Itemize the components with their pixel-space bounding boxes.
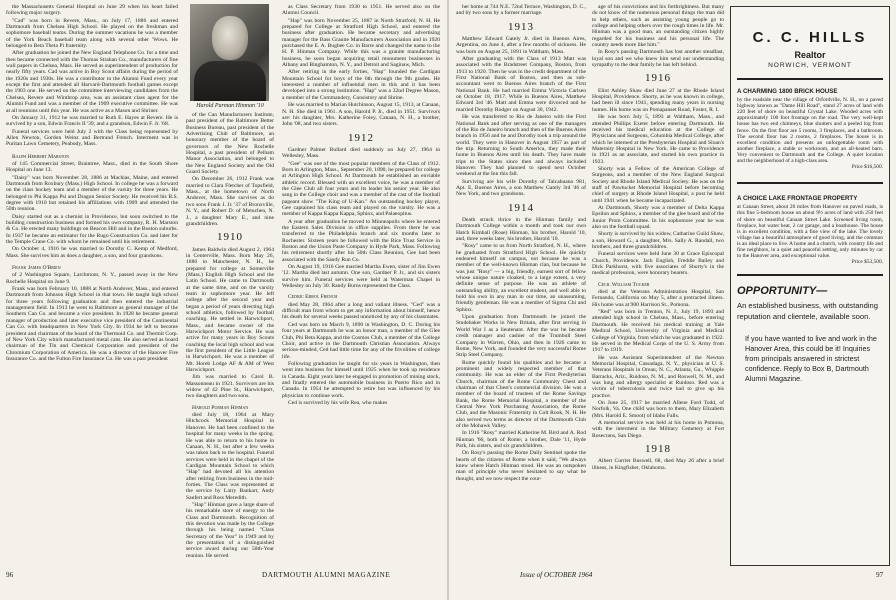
paragraph: died May 28, 1964 after a long and valiant illness. "Ced" was a difficult man from whom to get any information about himself, hence his death for several weeks passed unnoticed by any of his classmates. [282, 301, 440, 321]
obituary-name: Cecil William Tucker [598, 281, 650, 288]
paragraph: "Hap" Hinman gave a large share of his remarkable store of energy to the Class and Dartmouth. Recognition of this devotion was made by the College through his being named "Class Secretary of the Year" in 1949 and by the presentation of a distinguished service award during our 50th-Year reunion. He served [186, 501, 274, 559]
paragraph: On August 19, 1916 Gee married Martha Ewen, sister of Jim Ewen '12. Martha died last autumn. One son, Gardner P. Jr., and six sisters survive him. Funeral services were held at Waterman Chapel in Wellesley on July 30. Randy Burns represented the Class. [282, 264, 440, 290]
paragraph: After graduating with the Class of 1913 Matt was associated with the Bradstreet Company, Boston, from 1913 to 1920. Then he was in the credit department of the First National Bank of Boston, and then as sub-accountant went to Buenos Aires branch of the First National Bank. He had married Emma Victoria Carlsen on October 18, 1917. While in Buenos Aires, Matthew Edward 3rd '46. Matt and Emma were divorced and he married Dorothy Rodger on August 30, 1942. [456, 56, 586, 113]
page-number-right: 97 [876, 571, 884, 579]
divider [737, 182, 883, 184]
paragraph: "Cad" was born in Revere, Mass., on July 17, 1886 and entered Dartmouth from Chelsea High School. He played on the freshman and sophomore baseball teams. During the summer vacations he was a member of the York Beach baseball team along with several other 'Wows. He belonged to Beta Theta Pi fraternity. [6, 17, 178, 50]
right-column-1 [456, 4, 586, 566]
paragraph: died at the Veterans Administration Hospital, San Fernando, California on May 5, after a protracted illness. His home was at 900 Harrison St., Pomona. [592, 289, 724, 308]
paragraph: of the Can Manufacturers Institute, past president of the Baltimore Better Business Bureau, past president of the Advertising Club of Baltimore, an honorary member of the board of governors of the New Rochelle Hospital, a past president of Pelham Manor Association, and belonged to the New England Society and the Old Guard Society. [186, 112, 274, 176]
class-year-heading: 1918 [645, 443, 671, 455]
reply-invitation: If you have wanted to live and work in the Hanover Area, this could be it! Inquiries from principals answered in strictest confidence. Reply to Box B, Dartmouth Alumni Magazine. [745, 334, 877, 384]
obituary-name: Ralph Herbert Marston [12, 153, 70, 160]
paragraph: Surviving are his wife Dorothy of Talcahuano 981, Apt. E, Buenos Aires, a son Matthew Gately 3rd '46 of New York, and two grandsons. [456, 178, 586, 198]
class-year-heading: 1910 [217, 231, 243, 244]
paragraph: "Gee" was one of the most popular members of the Class of 1912. Born in Arlington, Mass., September 20, 1890, he prepared for college at Arlington High School. At Dartmouth he established an enviable athletic record. Blessed with an excellent voice, he was a member of the Glee Club all four years and its leader his senior year. He also sang in the College choir and was a member of the cast of the football pageant show "The King of U-Kan." An outstanding hockey player, Gee captained his class team and played on the varsity. He was a member of Kappa Kappa Kappa, Sphinx, and Palaeopitus. [282, 160, 440, 218]
paragraph: the Massachusetts General Hospital on June 29 when his heart failed following major surgery. [6, 4, 178, 17]
paragraph: A memorial service was held at his home in Pomona, with the interment in the Military Cemetery at Fort Rosecrans, San Diego. [592, 419, 724, 439]
paragraph: Ced is survived by his wife Rea, who makes [288, 399, 388, 406]
left-column-1 [6, 4, 178, 566]
paragraph: He was born July 5, 1893 at Waltham, Mass., and attended Phillips Exeter before entering Dartmouth. He received his medical education at the College of Physicians and Surgeons, Columbia Medical College, after which he interned at the Presbyterian Hospital and Sloan's Maternity Hospital in New York. He came to Providence in 1921 as an associate, and started his own practice in 1923. [592, 114, 724, 165]
divider [737, 274, 883, 276]
paragraph: Matthew Edward Gately Jr. died in Buenos Aires, Argentina, on June 4, after a few months of sickness. He was born on August 25, 1891 in Waltham, Mass. [456, 36, 586, 55]
paragraph: Death struck thrice in the Hinman family and Dartmouth College within a month and took our own Hatch Kimball (Rose) Hinman, his brother, Harold '10, and, three weeks later, his brother, Harold '10. [456, 216, 586, 242]
realtor-name: C. C. HILLS [752, 29, 868, 46]
page-gutter [447, 0, 449, 600]
listing-body: by the roadside near the village of Orfordville, N. H., on a paved highway known as "Dame Hill Road", stand 27 acres of land with 220 feet of shore on beautiful Crystal Lake. Wooded acres with approximately 100 foot frontage on the road. The very well-kept house has two end chimneys, blue shutters and a peeled log front fence. On the first floor are 5 rooms, 3 fireplaces, and a bathroom. The second floor has 2 rooms, 2 fireplaces. The house is in excellent condition and presents an unforgettable room with another fireplace, a stable or workroom, and an all-heated barn. Very convenient to Dartmouth and the College. A quiet location and the neighborhood of a high-class area. [737, 97, 883, 165]
paragraph: of 2 Washington Square, Larchmont, N. Y., passed away in the New Rochelle Hospital on June 9. [6, 272, 178, 285]
left-column-2 [186, 112, 274, 568]
obituary-name: Frank James O'Brien [12, 265, 61, 272]
portrait-photo [190, 4, 269, 101]
paragraph: her home at 744 N.E. 72nd Terrace, Washington, D. C., and by two sons by a former marriage. [456, 4, 586, 17]
listing-brick-house [731, 89, 889, 170]
paragraph: Upon graduation from Dartmouth he joined the Studebaker Works in New Britain, after first serving in World War I as a lieutenant. After the war he became credit manager and cashier of the Trumbull Steel Company in Warren, Ohio, and then in 1926 came to Rome, New York, and founded the very successful Rome Strip Steel Company. [456, 314, 586, 359]
class-year-heading: 1912 [348, 131, 374, 144]
paragraph: After graduation he joined the New England Telephone Co. for a time and then became connected with the Thomas Strahan Co., manufacturers of fine wall papers in Chelsea, Mass. He served as superintendent of production for nearly fifty years. Cad was active in Boy Scout affairs during the period of the 1920s and 1930s. He was a contributor to the Alumni Fund every year except the first and attended all Harvard-Dartmouth football games except the 1903 one. He served on the committee interviewing candidates from the Chelsea, Revere and Winthrop area, was an assistant class agent for the Alumni Fund and was a member of the 1909 executive committee. He was at all reunions until this year. He was active as a Mason and Shriner. [6, 50, 178, 114]
paragraph: Funeral services were held June 30 at Grace Episcopal Church, Providence. Jack English, Freddie Bailey and Dick Parkhurst, with five associates of Shorty's in the medical profession, were honorary bearers. [592, 251, 724, 277]
paragraph: died July 18, 1964 at Mary Hitchcock Memorial Hospital in Hanover. He had been confined to the hospital for many weeks in the spring. He was able to return to his home in Canaan, N. H., but after a few weeks was taken back to the hospital. Funeral services were held in the chapel of the Cardigan Mountain School to which "Hap" had devoted all his attention after retiring from business in the mid-forties. The Class was represented at the service by Larry Bankart, Andy Saufert and Ross Meredith. [186, 412, 274, 501]
paragraph: A year after graduation he moved to Minneapolis where he entered the Eastern Sales Division in office supplies. From there he was transferred to the Philadelphia branch and six months later to Rochester. Sixteen years he followed with the Rice Trust Service in Boston and the Union Paste Company in Hyde Park, Mass. Following his retirement shortly after his 50th Class Reunion, Gee had been associated with the Sandy Run Co. [282, 218, 440, 263]
paragraph: Albert Currier Buswell, 68, died May 26 after a brief illness, in Kingfisher, Oklahoma. [592, 458, 724, 471]
paragraph: He was married to Marian Hutchinson, August 15, 1913, at Canaan, N. H. She died in 1961. A son, Harold P. Jr., died in 1951. Survivors are: his daughter, Mrs. Katherine Foley, Canaan, N. H., a brother, John '08, and two sisters. [282, 102, 440, 128]
left-column-3 [282, 4, 440, 566]
paragraph: He was Assistant Superintendent of the Newton Memorial Hospital, Cassadaga, N. Y., physician at U. S. Veterans Hospitals in Orean, N. C., Atlanta, Ga., Whipple Barracks, Ariz., Ruidoso, N. M., and Roswell, N. M., and was lung and allergy specialist at Ruidoso. Red was a victim of tuberculosis and twice had to give up his practice. [592, 354, 724, 399]
realtor-title: Realtor [794, 50, 826, 60]
opportunity-heading: OPPORTUNITY— [737, 285, 828, 298]
paragraph: On October 4, 1916 he was married to Dorothy C. Kemp of Medford, Mass. She survives him as does a daughter, a son, and four grandsons. [6, 246, 178, 259]
divider [737, 78, 883, 80]
paragraph: He was transferred to Rio de Janeiro with the First National Bank and after serving as one of the managers of the Rio de Janeiro branch and then of the Buenos Aires branch in 1956 and he and Dorothy took a trip around the world. They were in Hanover in August 1957 as part of the trip. Returning to South America, they made their home in Buenos Aires until his death. They have made trips to the States since then and always included Hanover. They had planned to spend next October weekend at the Inn this fall. [456, 114, 586, 178]
paragraph: Jim was married to Carol B. Massonneau in 1921. Survivors are his widow of 42 Pine St., Harwichport, two daughters and two sons. [186, 374, 274, 400]
paragraph: "Daisy" was born November 28, 1886 at Machias, Maine, and entered Dartmouth from Roxbury (Mass.) High School. In college he was a forward on the class hockey team and a member of the varsity for three years. He belonged to Phi Kappa Psi and Dragon Senior Society. He received his B.S. degree with 1910 but retained his affiliations with 1909 and attended the 50th reunion. [6, 174, 178, 213]
listing-price: Price $16,500. [851, 164, 883, 171]
paragraph: Rome quickly found his qualities and he became a prominent and widely respected member of that community. He was an elder of the First Presbyterian Church, chairman of the Rome Community Chest and chairman of that Chest's commercial division. He was a member of the board of trustees of the Rome Savings Bank, the Rome Memorial Hospital, a member of the Central New York Purchasing Association, the Rome Club, and the Masonic Fraternity in Colt Rook, N. H. He also served two terms as director of the Dartmouth Club of the Mohawk Valley. [456, 359, 586, 429]
paragraph: Ced was born on March 9, 1890 in Washington, D. C. During his four years at Dartmouth he was an honor man, a member of the Glee Club, Phi Beta Kappa, and the Cosmos Club, a member of the College Choir, and active in the Dartmouth Christian Association. Always serious-minded, Ced had little time for any of the frivolities of college life. [282, 321, 440, 360]
obituary-name: Cedric Errol French [288, 294, 338, 301]
paragraph: Shorty was a Fellow of the American College of Surgeons, and a member of the New England Surgical Society and Rhode Island Medical Society. He was on the staff of Pawtucket Memorial Hospital before becoming chief of surgery at Rhode Island Hospital, a post he held until 1941 when he became incapacitated. [592, 165, 724, 204]
paragraph: In 1916 "Rosy" married Katherine M. Bird and A. Rod Hinman '66, both of Rome; a brother, Dale '11, Hyde Park, his sisters, and six grandchildren. [456, 430, 586, 449]
paragraph: At Dartmouth, Shorty was a member of Delta Kappa Epsilon and Sphinx, a member of the glee board and of the Junior Prom Committee. In his sophomore year he was also on the football squad. [592, 204, 724, 230]
obituary-name: Harold Purman Hinman [192, 404, 249, 411]
portrait-suit [194, 61, 266, 101]
listing-body: at Canaan Street, about 20 miles from Hanover on paved roads, is this fine 5-bedroom house on about 9½ acres of land with 250 feet of shore on beautiful Canaan Street Lake. Screened living room, fireplace, hot water heat, 2 car garage, and a boathouse. The house is in excellent condition, with a fine view of the lake. The lovely village has a beautiful atmosphere of good living, and the common is an ideal place to live. A home and a church, with country life and fine neighbors, in a quiet and peaceful setting, only minutes by car to the Hanover area, and exceptional value. [737, 204, 883, 260]
paragraph: as Class Secretary from 1930 to 1951. He served also on the Alumni Council. [282, 4, 440, 17]
listing-heading: A CHOICE LAKE FRONTAGE PROPERTY [737, 195, 858, 203]
paragraph: On Rosy's passing the Rome Daily Sentinel spoke the hearts of the citizens of Rome when it said, "We always knew where Hatch Hinman stood. He was an outspoken man of principle who never hesitated to say what he thought, and we now respect the cour- [456, 450, 586, 482]
paragraph: Gardner Palmer Bullard died suddenly on July 27, 1964 in Wellesley, Mass. [282, 146, 440, 160]
paragraph: In Rosy's passing Dartmouth has lost another steadfast, loyal son and we who knew him send our understanding sympathy to the dear family he has left behind. [592, 49, 724, 69]
issue-label: Issue of OCTOBER 1964 [520, 571, 593, 579]
paragraph: of 145 Commercial Street, Braintree, Mass., died in the South Shore Hospital on June 13. [6, 160, 178, 174]
photo-caption: Harold Purman Hinman '10 [196, 103, 264, 109]
realtor-town: NORWICH, VERMONT [768, 62, 852, 69]
paragraph: James Baldwin died August 2, 1964 in Centerville, Mass. Born May 26, 1886 in Manchester, N. H., he prepared for college at Somerville (Mass.) English High School and the Latin School. He came to Dartmouth at the same time, and on the varsity team in sophomore year. He left college after the second year and began a period of years directing high school athletics, followed by football coaching. He settled in Harwichport, Mass., and became owner of the Harwichport Motor Service. He was active for many years in Boy Scouts coaching the local high school and was the first president of the Little League in Harwichport. He was a member of Mt. Horeb Lodge AF & AM of West Harwichport. [186, 246, 274, 374]
paragraph: Shorty is survived by his widow, Catharine Guild Shaw, a son, Howard G., a daughter, Mrs. Sally A. Randall, two brothers, and three grandchildren. [592, 231, 724, 251]
listing-heading: A CHARMING 1800 BRICK HOUSE [737, 88, 838, 95]
listing-lake-property [731, 196, 889, 265]
opportunity-text: An established business, with outstanding reputation and clientele, available soon. [737, 301, 878, 321]
paragraph: "Red" was born in Trenton, N. J., July 19, 1893 and attended high school in Chelsea, Mass., before entering Dartmouth. He received his medical training at Yale Medical School, University of Virginia and Medical College of Virginia, from which he was graduated in 1922. He served in the Medical Corps of the U. S. Army from 1917 to 1919. [592, 309, 724, 354]
listing-price: Price $53,500. [851, 259, 883, 266]
class-year-heading: 1913 [508, 20, 534, 33]
magazine-title: DARTMOUTH ALUMNI MAGAZINE [262, 571, 391, 579]
right-column-2 [592, 4, 724, 566]
class-year-heading: 1914 [508, 201, 534, 214]
paragraph: Eliot Ashley Shaw died June 27 at the Rhode Island Hospital, Providence. Shorty, as he was known in college, had been ill since 1941, spending many years in nursing homes. His home was on Pomapanset Road, Foster, R. I. [592, 87, 724, 113]
portrait-head [212, 16, 248, 60]
paragraph: Daisy started out as a chemist in Providence, but soon switched to the building construction business and formed his own company, R. H. Marston & Co. He erected many buildings on Beacon Hill and in the Boston suburbs. In 1937 he became an estimator for the Rugo Construction Co. and later for the Temple Crane Co. with whom he remained until his retirement. [6, 213, 178, 246]
realtor-advertisement [730, 6, 890, 566]
paragraph: "Hap" was born November 25, 1887 in North Stratford, N. H. He prepared for College at Stratford High School, and entered the business after graduation. He became secretary and advertising manager for the Bass Granite Manufacturers Association and in 1920 purchased the E. A. Bugbee Co. in Barre and changed the name to the H. P. Hinman Company. While this was a granite manufacturing business, he soon began acquiring retail monument businesses in Albany and Binghamton, N. Y., and Detroit and Saginaw, Mich. [282, 17, 440, 69]
paragraph: age of his convictions and his forthrightness. But many do not know of the numerous personal things the man did to help others, such as assisting young people go to college and helping others over the rough times in life. Mr. Hinman was a good man, an outstanding citizen highly regarded for his business and his personal life. The country needs more like him." [592, 4, 724, 49]
class-year-heading: 1916 [645, 72, 671, 85]
paragraph: Frank was born February 10, 1888 at North Andover, Mass., and entered Dartmouth from Johnson High School in that town. He taught high school for three years following graduation and then entered the industrial management field. In 1913 he went to Baltimore as general manager of the Southern Can Co. and became a vice president. In 1928 he became general manager of production and later executive vice president of the Continental Can Co. with headquarters in New York City. In 1934 he left to become president and chairman of the board of the Thermoid Co. and Thermit Corp. of New York City which manufactured metal cans. He also served as board chairman of the Tin and Chemical Corporation and president of the Chromium Corporation of America. He was a director of the Hanover Fire Insurance Co. and the Fulton Fire Insurance Co. He was a past president [6, 286, 178, 362]
paragraph: "Rosy" came to us from North Stratford, N. H., where he graduated from Stratford High School. He quickly endeared himself on campus, not because he was a member of the well-known Hinman clan, but because he was just "Rosy" — a big, friendly, earnest sort of fellow whose unique nature cloaked, to a large extent, a very definite sense of purpose. He was an athlete of outstanding ability, an excellent student, and well able to hold his own in any man in our time, an unassuming, friendly gentleman. He was a member of Sigma Chi and Sphinx. [456, 243, 586, 313]
paragraph: On June 25, 1917 he married Allene Ford Todd, of Norfolk, Va. One child was born to them, Mary Elizabeth (Mrs. Harold E. Smoot) of Idaho Falls. [592, 399, 724, 419]
paragraph: After retiring in the early forties, "Hap" founded the Cardigan Mountain School for boys of the 6th through the 9th grades. He interested a number of influential men in this and it has been developed into a strong institution. "Hap" was a 32nd Degree Mason, a member of the Commandery, Consistory and Shrine. [282, 69, 440, 101]
paragraph: On January 31, 1912 he was married to Ruth E. Hayes at Revere. He is survived by a son, Edwin Francis II '39, and a grandson, Edwin F. Jr. '68. [6, 114, 178, 128]
page-number-left: 96 [6, 571, 14, 579]
paragraph: On December 26, 1912 Frank was married to Clara Fletcher of Topsfield, Mass., at the hometown of North Andover, Mass. She survives as do two sons Frank J. Jr. '37 of Bronxville, N. Y., and Robert D. of Metuchen, N. J., a daughter Mary E., and nine grandchildren. [186, 176, 274, 227]
paragraph: Funeral services were held July 2 with the Class being represented by Allen Newton, Gordon Weinz and Bertrand French. Interment was in Puritan Lawn Cemetery, Peabody, Mass. [6, 128, 178, 148]
paragraph: Following graduation he taught for six years in Washington, then went into business for himself until 1925 when he took up residence in Canada. Eight years later he engaged in promotion of mining stock, and finally entered the automobile business in Puerto Rico and in Canada. In 1954 he attempted to retire but was influenced by his physician to continue work. [282, 360, 440, 399]
